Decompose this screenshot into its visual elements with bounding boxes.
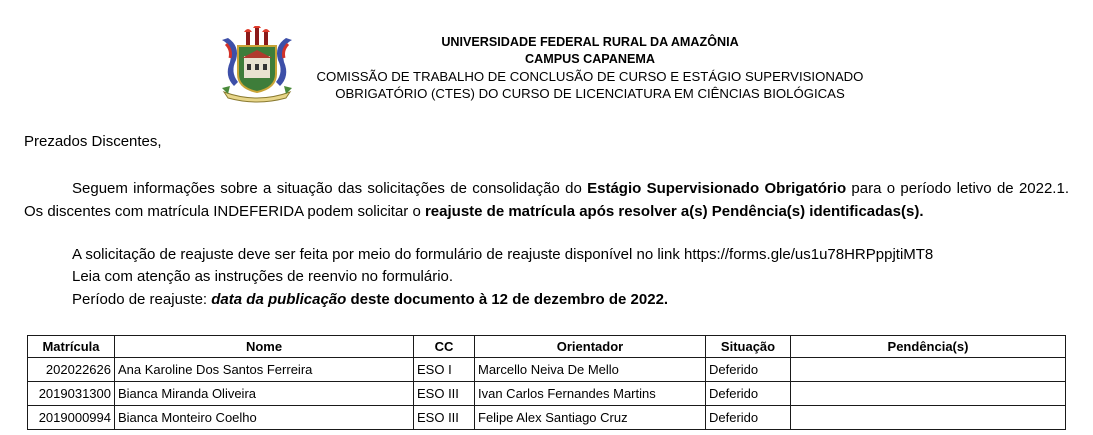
col-matricula: Matrícula: [28, 336, 115, 358]
table-row: [28, 406, 1066, 430]
cell-situacao: Deferido: [706, 406, 791, 430]
enrollment-status-table: [27, 335, 1066, 430]
col-orientador: Orientador: [475, 336, 706, 358]
university-name: UNIVERSIDADE FEDERAL RURAL DA AMAZÔNIA: [441, 35, 739, 49]
cell-situacao: Deferido: [706, 382, 791, 406]
read-instructions: Leia com atenção as instruções de reenvio no formulário.: [72, 268, 454, 285]
cell-pendencias: [791, 358, 1066, 382]
cell-pendencias: [791, 406, 1066, 430]
cell-orientador: Marcello Neiva De Mello: [475, 358, 706, 382]
cell-nome: Bianca Miranda Oliveira: [115, 382, 414, 406]
readjustment-period: [72, 291, 668, 308]
cell-cc: ESO III: [414, 406, 475, 430]
period-label: Período de reajuste:: [72, 291, 212, 308]
institution-heading: [290, 34, 890, 102]
col-cc: CC: [414, 336, 475, 358]
cell-matricula: 2019031300: [28, 382, 115, 406]
intro-bold-readjustment: reajuste de matrícula após resolver a(s) Pendência(s) identificadas(s).: [424, 202, 924, 220]
intro-text-c: para o período letivo de 2022.1. Os discentes com matrícula INDEFERIDA podem solicitar o: [24, 180, 1069, 220]
col-situacao: Situação: [706, 336, 791, 358]
commission-name-line2: OBRIGATÓRIO (CTES) DO CURSO DE LICENCIATURA EM CIÊNCIAS BIOLÓGICAS: [335, 86, 845, 101]
greeting: Prezados Discentes,: [24, 133, 162, 150]
intro-text-a: Seguem informações sobre a situação das solicitações de consolidação do: [72, 180, 588, 197]
cell-matricula: 202022626: [28, 358, 115, 382]
period-end: deste documento à 12 de dezembro de 2022.: [346, 291, 669, 308]
cell-cc: ESO I: [414, 358, 475, 382]
col-nome: Nome: [115, 336, 414, 358]
cell-nome: Ana Karoline Dos Santos Ferreira: [115, 358, 414, 382]
table-row: [28, 382, 1066, 406]
coat-of-arms-icon: [216, 26, 298, 104]
intro-bold-internship: Estágio Supervisionado Obrigatório: [587, 180, 847, 197]
cell-matricula: 2019000994: [28, 406, 115, 430]
cell-nome: Bianca Monteiro Coelho: [115, 406, 414, 430]
col-pendencias: Pendência(s): [791, 336, 1066, 358]
commission-name-line1: COMISSÃO DE TRABALHO DE CONCLUSÃO DE CURSO E ESTÁGIO SUPERVISIONADO: [316, 69, 864, 84]
campus-name: CAMPUS CAPANEMA: [525, 52, 655, 66]
cell-pendencias: [791, 382, 1066, 406]
table-row: [28, 358, 1066, 382]
cell-orientador: Felipe Alex Santiago Cruz: [475, 406, 706, 430]
intro-paragraph: [24, 178, 1069, 223]
period-start: data da publicação: [211, 291, 347, 308]
table-header-row: [28, 336, 1066, 358]
form-instructions: A solicitação de reajuste deve ser feita por meio do formulário de reajuste disponível no link https://forms.gle/us1u78HRPppjtiMT8: [72, 246, 934, 263]
document-header: [0, 0, 1093, 110]
cell-cc: ESO III: [414, 382, 475, 406]
cell-orientador: Ivan Carlos Fernandes Martins: [475, 382, 706, 406]
cell-situacao: Deferido: [706, 358, 791, 382]
